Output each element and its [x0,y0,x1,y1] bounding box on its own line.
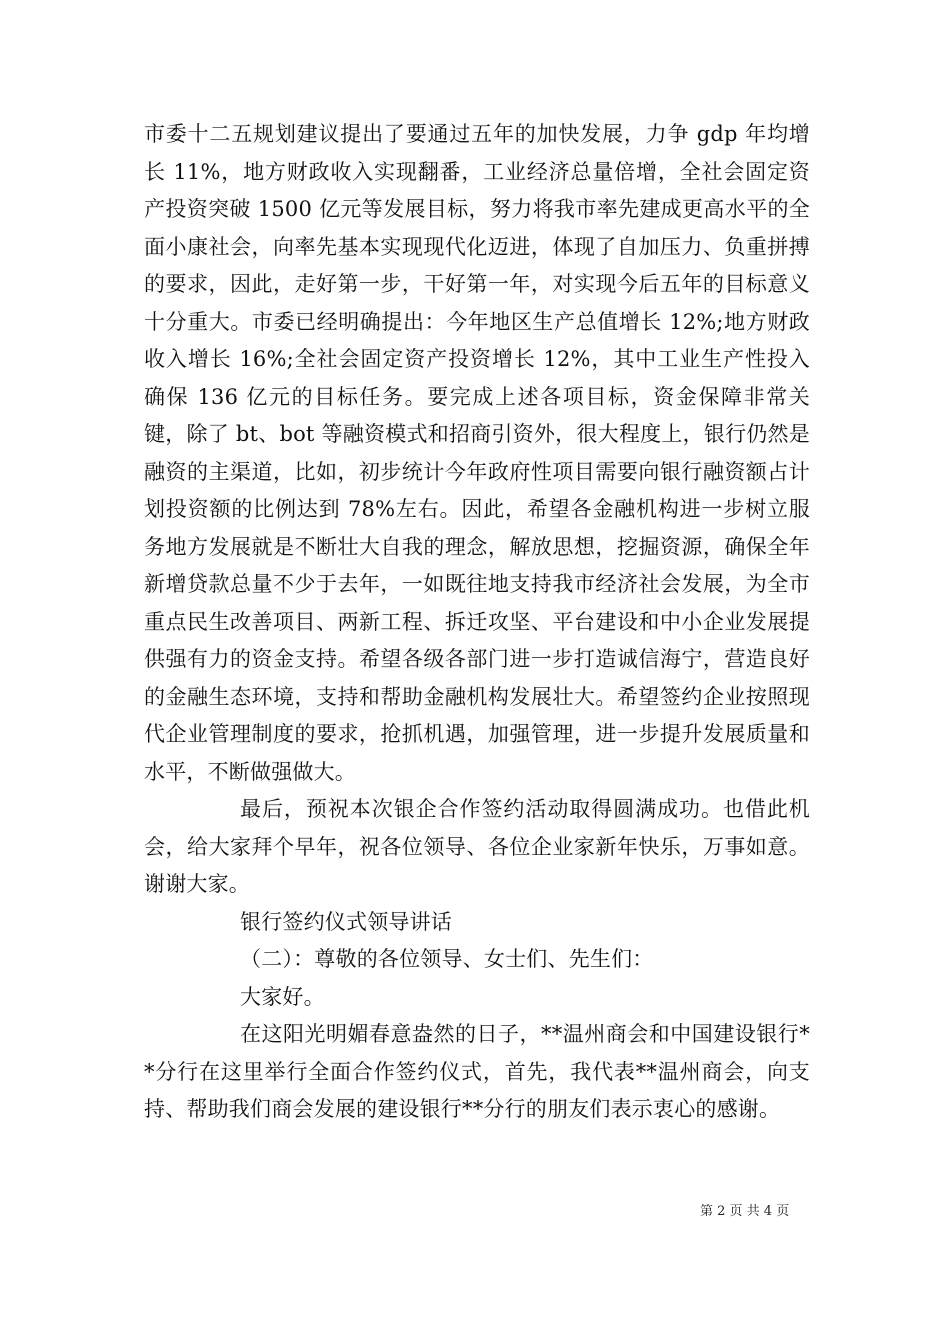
body-paragraph-2: 最后，预祝本次银企合作签约活动取得圆满成功。也借此机会，给大家拜个早年，祝各位领导、各位企业家新年快乐，万事如意。谢谢大家。 [144,797,810,896]
page-number-label: 第 2 页 共 4 页 [700,1204,790,1219]
section-heading: 银行签约仪式领导讲话 [240,909,452,934]
body-paragraph-1: 市委十二五规划建议提出了要通过五年的加快发展，力争 gdp 年均增长 11%，地方财政收入实现翻番，工业经济总量倍增，全社会固定资产投资突破 1500 亿元等发展目标，努力将我市率先建成更高水平的全面小康社会，向率先基本实现现代化迈进，体现了自加压力、负重拼搏的要求，因此，走好第一步，干好第一年，对实现今后五年的目标意义十分重大。市委已经明确提出：今年地区生产总值增长 12%;地方财政收入增长 16%;全社会固定资产投资增长 12%，其中工业生产性投入确保 136 亿元的目标任务。要完成上述各项目标，资金保障非常关键，除了 bt、bot 等融资模式和招商引资外，很大程度上，银行仍然是融资的主渠道，比如，初步统计今年政府性项目需要向银行融资额占计划投资额的比例达到 78%左右。因此，希望各金融机构进一步树立服务地方发展就是不断壮大自我的理念，解放思想，挖掘资源，确保全年新增贷款总量不少于去年，一如既往地支持我市经济社会发展，为全市重点民生改善项目、两新工程、拆迁攻坚、平台建设和中小企业发展提供强有力的资金支持。希望各级各部门进一步打造诚信海宁，营造良好的金融生态环境，支持和帮助金融机构发展壮大。希望签约企业按照现代企业管理制度的要求，抢抓机遇，加强管理，进一步提升发展质量和水平，不断做强做大。 [144,122,810,784]
salutation-line: （二）：尊敬的各位领导、女士们、先生们： [240,947,654,971]
document-body [144,116,810,1129]
greeting-line: 大家好。 [240,984,325,1009]
body-paragraph-3: 在这阳光明媚春意盎然的日子，**温州商会和中国建设银行**分行在这里举行全面合作签约仪式，首先，我代表**温州商会，向支持、帮助我们商会发展的建设银行**分行的朋友们表示衷心的感谢。 [144,1022,810,1121]
